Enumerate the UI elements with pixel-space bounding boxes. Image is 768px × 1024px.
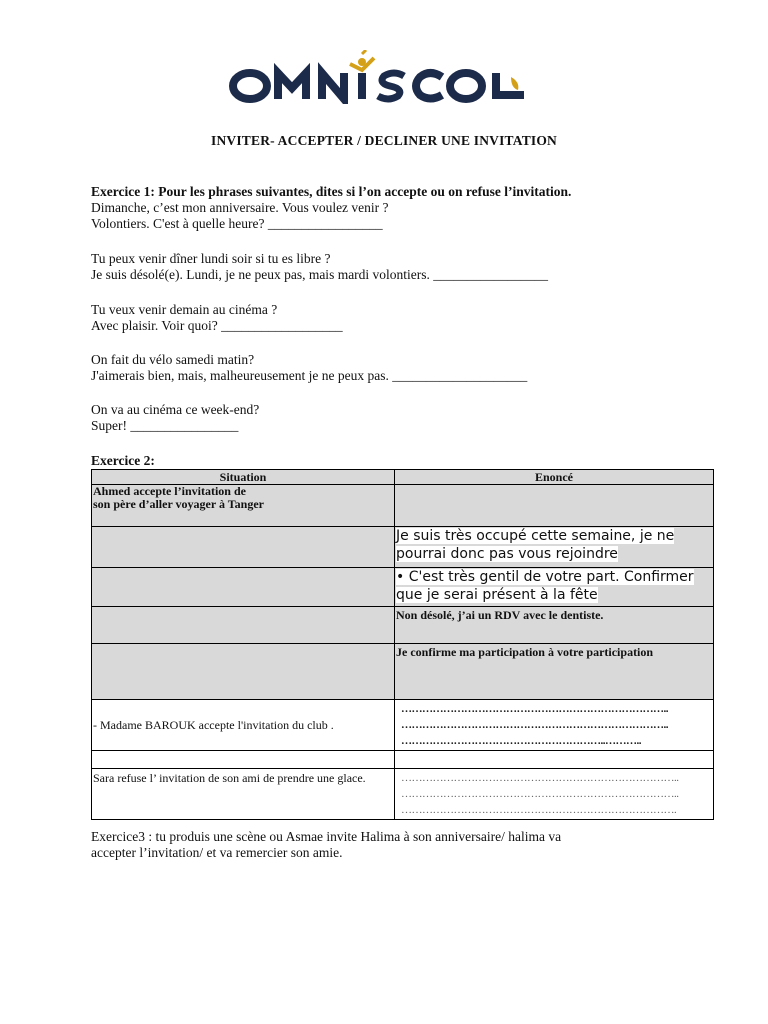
situation-cell[interactable] [92, 527, 395, 568]
enonce-column-header: Enoncé [395, 470, 714, 485]
exercise1-item1-line1: Dimanche, c’est mon anniversaire. Vous voulez venir ? [91, 200, 389, 215]
table-row [92, 769, 714, 820]
exercise1-item3-line1: Tu veux venir demain au cinéma ? [91, 302, 278, 317]
enonce-cell[interactable] [395, 751, 714, 769]
enonce-answer-cell[interactable] [395, 700, 714, 751]
logo-graphic [228, 50, 534, 104]
enonce-cell: Je confirme ma participation à votre participation [395, 644, 714, 700]
table-row [92, 644, 714, 700]
situation-cell: - Madame BAROUK accepte l'invitation du club . [92, 700, 395, 751]
table-header-row [92, 470, 714, 485]
situation-cell[interactable] [92, 607, 395, 644]
enonce-cell[interactable] [395, 485, 714, 527]
exercise1-item5-line1: On va au cinéma ce week-end? [91, 402, 260, 417]
exercise1-item2-line2: Je suis désolé(e). Lundi, je ne peux pas, mais mardi volontiers. _________________ [91, 267, 549, 282]
answer-dotted-line: …………………………………………………………………….. [401, 788, 679, 800]
situation-cell: Ahmed accepte l’invitation de son père d’aller voyager à Tanger [92, 485, 395, 527]
enonce-cell: Non désolé, j’ai un RDV avec le dentiste. [395, 607, 714, 644]
exercise1-item1-line2: Volontiers. C'est à quelle heure? _________________ [91, 216, 383, 231]
situation-cell[interactable] [92, 568, 395, 607]
table-row [92, 485, 714, 527]
situation-column-header: Situation [92, 470, 395, 485]
situation-cell: Sara refuse l’ invitation de son ami de prendre une glace. [92, 769, 395, 820]
page-title: INVITER- ACCEPTER / DECLINER UNE INVITATION [210, 133, 558, 148]
answer-dotted-line: ………………………………………………………………….. [401, 703, 668, 715]
exercise1-item2-line1: Tu peux venir dîner lundi soir si tu es libre ? [91, 251, 331, 266]
exercise1-item2 [91, 251, 548, 283]
exercise3-line1: Exercice3 : tu produis une scène ou Asmae invite Halima à son anniversaire/ halima va [91, 829, 562, 844]
table-row [92, 568, 714, 607]
exercise1-item3 [91, 302, 343, 334]
situation-cell[interactable] [92, 751, 395, 769]
exercise1-item5-line2: Super! ________________ [91, 418, 239, 433]
exercise3-instructions [91, 829, 561, 861]
table-row [92, 607, 714, 644]
exercise1-heading: Exercice 1: Pour les phrases suivantes, dites si l’on accepte ou on refuse l’invitation. [91, 184, 572, 199]
enonce-cell [395, 527, 714, 568]
exercise1-item3-line2: Avec plaisir. Voir quoi? __________________ [91, 318, 343, 333]
table-row [92, 700, 714, 751]
enonce-text: Je suis très occupé cette semaine, je ne pourrai donc pas vous rejoindre [396, 528, 675, 562]
answer-dotted-line: …………………………………………………………………….. [401, 772, 679, 784]
exercise3-line2: accepter l’invitation/ et va remercier son amie. [91, 845, 343, 860]
exercise1-item4 [91, 352, 527, 384]
table-row [92, 751, 714, 769]
answer-dotted-line: ……………………………………………………………………. [401, 804, 677, 816]
omniscol-logo [228, 50, 534, 104]
exercise2-heading: Exercice 2: [91, 453, 155, 468]
table-row [92, 527, 714, 568]
exercise1-item5 [91, 402, 259, 434]
situation-cell[interactable] [92, 644, 395, 700]
enonce-cell [395, 568, 714, 607]
answer-dotted-line: …………………………………………………..……….. [401, 735, 641, 747]
answer-dotted-line: ………………………………………………………………….. [401, 719, 668, 731]
exercise1-item4-line2: J'aimerais bien, mais, malheureusement je ne peux pas. ____________________ [91, 368, 528, 383]
exercise2-table [91, 469, 714, 820]
exercise1-heading-block [91, 184, 571, 232]
exercise1-item4-line1: On fait du vélo samedi matin? [91, 352, 255, 367]
enonce-answer-cell[interactable] [395, 769, 714, 820]
enonce-text: • C'est très gentil de votre part. Confirmer que je serai présent à la fête [396, 569, 694, 603]
